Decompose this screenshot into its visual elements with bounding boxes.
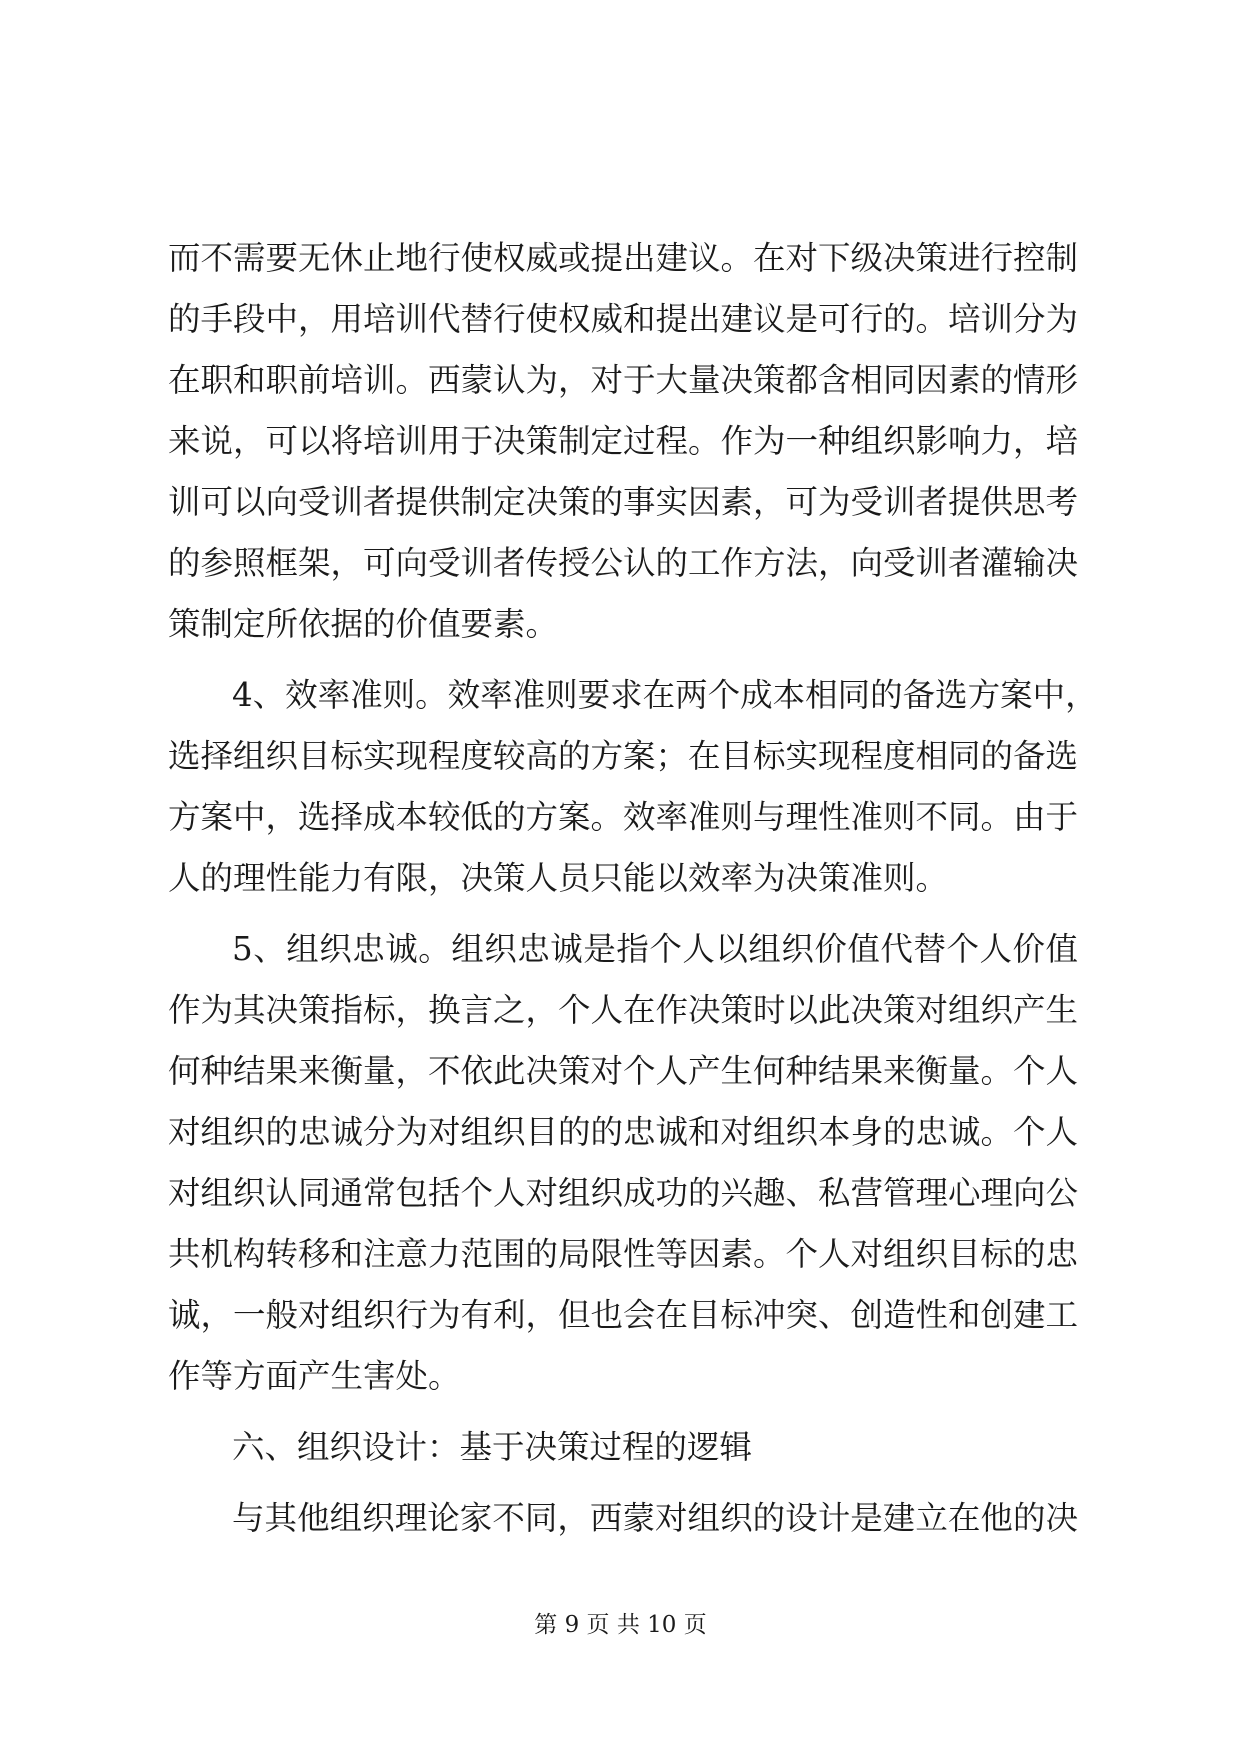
text-line: 4、效率准则。效率准则要求在两个成本相同的备选方案中， [232,676,1098,714]
text-line: 诚，一般对组织行为有利，但也会在目标冲突、创造性和创建工 [168,1296,1079,1334]
text-line: 而不需要无休止地行使权威或提出建议。在对下级决策进行控制 [168,239,1079,277]
text-line: 在职和职前培训。西蒙认为，对于大量决策都含相同因素的情形 [168,361,1079,399]
text-line: 的参照框架，可向受训者传授公认的工作方法，向受训者灌输决 [168,544,1079,582]
text-line: 何种结果来衡量，不依此决策对个人产生何种结果来衡量。个人 [168,1052,1079,1090]
text-line: 选择组织目标实现程度较高的方案；在目标实现程度相同的备选 [168,737,1079,775]
text-line: 策制定所依据的价值要素。 [168,605,559,643]
text-line: 训可以向受训者提供制定决策的事实因素，可为受训者提供思考 [168,483,1079,521]
paragraph-organization-design [168,1488,1078,1549]
paragraph-loyalty [168,919,1078,1407]
text-line: 作等方面产生害处。 [168,1357,461,1395]
page-number-footer: 第 9 页 共 10 页 [534,1612,707,1638]
text-line: 5、组织忠诚。组织忠诚是指个人以组织价值代替个人价值 [232,930,1078,968]
section-heading [168,1417,1078,1478]
paragraph-efficiency [168,665,1098,909]
text-line: 对组织认同通常包括个人对组织成功的兴趣、私营管理心理向公 [168,1174,1079,1212]
text-line: 作为其决策指标，换言之，个人在作决策时以此决策对组织产生 [168,991,1079,1029]
text-line: 共机构转移和注意力范围的局限性等因素。个人对组织目标的忠 [168,1235,1079,1273]
document-body [168,228,1098,1549]
text-line: 人的理性能力有限，决策人员只能以效率为决策准则。 [168,859,949,897]
text-line: 与其他组织理论家不同，西蒙对组织的设计是建立在他的决 [232,1499,1078,1537]
paragraph-training [168,228,1078,655]
text-line: 方案中，选择成本较低的方案。效率准则与理性准则不同。由于 [168,798,1079,836]
text-line: 对组织的忠诚分为对组织目的的忠诚和对组织本身的忠诚。个人 [168,1113,1079,1151]
section-heading-text: 六、组织设计：基于决策过程的逻辑 [232,1428,753,1466]
text-line: 来说，可以将培训用于决策制定过程。作为一种组织影响力，培 [168,422,1079,460]
text-line: 的手段中，用培训代替行使权威和提出建议是可行的。培训分为 [168,300,1079,338]
